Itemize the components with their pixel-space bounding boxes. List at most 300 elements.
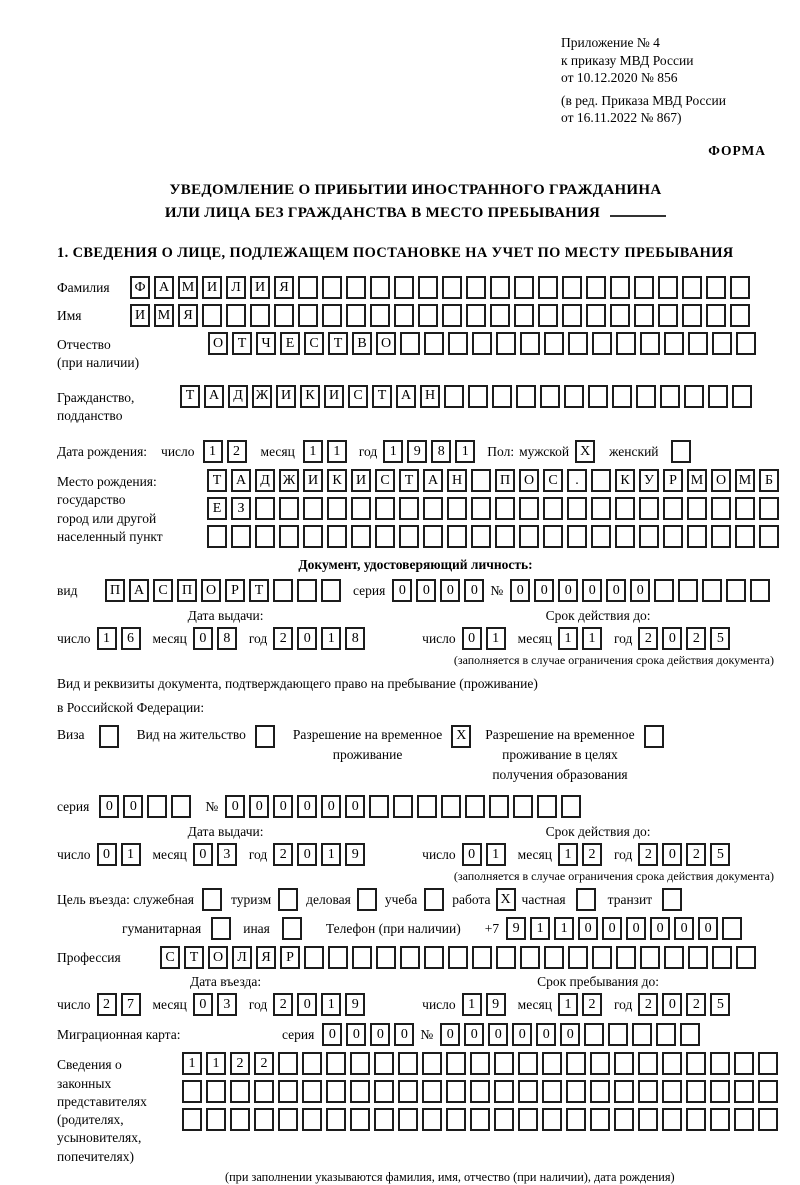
char-cell[interactable] <box>302 1080 322 1103</box>
char-cell[interactable] <box>758 1108 778 1131</box>
char-cell[interactable]: 1 <box>530 917 550 940</box>
char-cell[interactable] <box>302 1052 322 1075</box>
char-cell[interactable] <box>610 304 630 327</box>
char-cell[interactable]: 9 <box>345 993 365 1016</box>
char-cell[interactable] <box>654 579 674 602</box>
char-cell[interactable] <box>448 946 468 969</box>
char-cell[interactable] <box>564 385 584 408</box>
char-cell[interactable]: 2 <box>254 1052 274 1075</box>
char-cell[interactable]: Е <box>207 497 227 520</box>
char-cell[interactable]: Д <box>255 469 275 492</box>
char-cell[interactable] <box>735 525 755 548</box>
char-cell[interactable] <box>302 1108 322 1131</box>
char-cell[interactable] <box>684 385 704 408</box>
char-cell[interactable] <box>680 1023 700 1046</box>
char-cell[interactable]: 0 <box>97 843 117 866</box>
char-cell[interactable] <box>446 1108 466 1131</box>
char-cell[interactable]: 1 <box>554 917 574 940</box>
char-cell[interactable] <box>399 525 419 548</box>
char-cell[interactable] <box>592 946 612 969</box>
char-cell[interactable]: 0 <box>297 993 317 1016</box>
char-cell[interactable] <box>278 1080 298 1103</box>
char-cell[interactable] <box>446 1052 466 1075</box>
char-cell[interactable]: 0 <box>416 579 436 602</box>
char-cell[interactable]: 0 <box>534 579 554 602</box>
char-cell[interactable]: П <box>105 579 125 602</box>
char-cell[interactable] <box>711 497 731 520</box>
char-cell[interactable]: 1 <box>582 627 602 650</box>
char-cell[interactable]: Т <box>232 332 252 355</box>
char-cell[interactable] <box>658 304 678 327</box>
char-cell[interactable]: 0 <box>606 579 626 602</box>
char-cell[interactable]: Т <box>249 579 269 602</box>
char-cell[interactable] <box>678 579 698 602</box>
char-cell[interactable]: 0 <box>464 579 484 602</box>
char-cell[interactable] <box>634 304 654 327</box>
char-cell[interactable] <box>465 795 485 818</box>
char-cell[interactable] <box>279 497 299 520</box>
char-cell[interactable]: 1 <box>486 843 506 866</box>
char-cell[interactable]: 0 <box>297 795 317 818</box>
char-cell[interactable]: 1 <box>486 627 506 650</box>
char-cell[interactable] <box>537 795 557 818</box>
char-cell[interactable] <box>730 304 750 327</box>
char-cell[interactable] <box>542 1080 562 1103</box>
char-cell[interactable] <box>513 795 533 818</box>
char-cell[interactable]: З <box>231 497 251 520</box>
char-cell[interactable] <box>398 1108 418 1131</box>
char-cell[interactable] <box>466 276 486 299</box>
char-cell[interactable]: 1 <box>303 440 323 463</box>
char-cell[interactable] <box>712 946 732 969</box>
char-cell[interactable] <box>615 525 635 548</box>
char-cell[interactable] <box>608 1023 628 1046</box>
char-cell[interactable] <box>399 497 419 520</box>
char-cell[interactable] <box>544 332 564 355</box>
char-cell[interactable]: 1 <box>121 843 141 866</box>
char-cell[interactable]: А <box>154 276 174 299</box>
char-cell[interactable] <box>350 1052 370 1075</box>
char-cell[interactable]: 9 <box>486 993 506 1016</box>
char-cell[interactable] <box>520 946 540 969</box>
char-cell[interactable] <box>518 1052 538 1075</box>
char-cell[interactable] <box>686 1080 706 1103</box>
char-cell[interactable]: 0 <box>123 795 143 818</box>
char-cell[interactable] <box>423 525 443 548</box>
char-cell[interactable]: 1 <box>462 993 482 1016</box>
char-cell[interactable]: X <box>496 888 516 911</box>
char-cell[interactable] <box>514 304 534 327</box>
char-cell[interactable]: М <box>154 304 174 327</box>
char-cell[interactable] <box>303 525 323 548</box>
char-cell[interactable]: 0 <box>297 627 317 650</box>
char-cell[interactable]: 0 <box>536 1023 556 1046</box>
char-cell[interactable]: 0 <box>674 917 694 940</box>
char-cell[interactable] <box>518 1080 538 1103</box>
char-cell[interactable]: М <box>178 276 198 299</box>
char-cell[interactable] <box>616 332 636 355</box>
char-cell[interactable]: 0 <box>99 795 119 818</box>
char-cell[interactable] <box>282 917 302 940</box>
char-cell[interactable] <box>326 1052 346 1075</box>
char-cell[interactable]: 2 <box>97 993 117 1016</box>
char-cell[interactable] <box>706 304 726 327</box>
char-cell[interactable] <box>662 1108 682 1131</box>
char-cell[interactable] <box>495 525 515 548</box>
char-cell[interactable] <box>303 497 323 520</box>
char-cell[interactable]: 0 <box>297 843 317 866</box>
char-cell[interactable] <box>471 525 491 548</box>
char-cell[interactable]: 0 <box>510 579 530 602</box>
char-cell[interactable] <box>566 1108 586 1131</box>
char-cell[interactable]: Р <box>663 469 683 492</box>
char-cell[interactable] <box>393 795 413 818</box>
char-cell[interactable] <box>490 276 510 299</box>
char-cell[interactable]: 2 <box>686 843 706 866</box>
char-cell[interactable] <box>639 525 659 548</box>
char-cell[interactable] <box>562 276 582 299</box>
char-cell[interactable] <box>576 888 596 911</box>
char-cell[interactable]: . <box>567 469 587 492</box>
char-cell[interactable] <box>231 525 251 548</box>
char-cell[interactable]: О <box>376 332 396 355</box>
char-cell[interactable] <box>544 946 564 969</box>
char-cell[interactable]: М <box>735 469 755 492</box>
char-cell[interactable]: 1 <box>321 843 341 866</box>
char-cell[interactable] <box>494 1080 514 1103</box>
char-cell[interactable]: Р <box>280 946 300 969</box>
char-cell[interactable] <box>171 795 191 818</box>
char-cell[interactable] <box>422 1108 442 1131</box>
char-cell[interactable] <box>687 497 707 520</box>
char-cell[interactable]: 2 <box>227 440 247 463</box>
char-cell[interactable] <box>520 332 540 355</box>
char-cell[interactable]: А <box>129 579 149 602</box>
char-cell[interactable] <box>734 1080 754 1103</box>
char-cell[interactable] <box>568 946 588 969</box>
char-cell[interactable] <box>375 525 395 548</box>
char-cell[interactable]: А <box>204 385 224 408</box>
char-cell[interactable]: О <box>519 469 539 492</box>
char-cell[interactable]: 0 <box>392 579 412 602</box>
char-cell[interactable]: А <box>423 469 443 492</box>
char-cell[interactable] <box>538 304 558 327</box>
char-cell[interactable] <box>394 304 414 327</box>
char-cell[interactable] <box>357 888 377 911</box>
char-cell[interactable]: Я <box>178 304 198 327</box>
char-cell[interactable] <box>612 385 632 408</box>
char-cell[interactable] <box>640 946 660 969</box>
char-cell[interactable]: 0 <box>249 795 269 818</box>
char-cell[interactable] <box>422 1080 442 1103</box>
char-cell[interactable]: 8 <box>345 627 365 650</box>
char-cell[interactable] <box>424 332 444 355</box>
char-cell[interactable]: 0 <box>440 1023 460 1046</box>
char-cell[interactable] <box>278 1108 298 1131</box>
char-cell[interactable]: 2 <box>230 1052 250 1075</box>
char-cell[interactable] <box>638 1080 658 1103</box>
char-cell[interactable]: 0 <box>462 627 482 650</box>
char-cell[interactable]: Л <box>226 276 246 299</box>
char-cell[interactable] <box>591 525 611 548</box>
char-cell[interactable] <box>568 332 588 355</box>
char-cell[interactable] <box>492 385 512 408</box>
char-cell[interactable]: С <box>348 385 368 408</box>
char-cell[interactable] <box>470 1052 490 1075</box>
char-cell[interactable]: Т <box>399 469 419 492</box>
char-cell[interactable] <box>656 1023 676 1046</box>
char-cell[interactable] <box>226 304 246 327</box>
char-cell[interactable] <box>632 1023 652 1046</box>
char-cell[interactable]: 0 <box>193 993 213 1016</box>
char-cell[interactable] <box>636 385 656 408</box>
char-cell[interactable]: С <box>160 946 180 969</box>
char-cell[interactable] <box>662 1080 682 1103</box>
char-cell[interactable]: 0 <box>193 843 213 866</box>
char-cell[interactable] <box>614 1052 634 1075</box>
char-cell[interactable]: 1 <box>203 440 223 463</box>
char-cell[interactable]: 0 <box>582 579 602 602</box>
char-cell[interactable]: 1 <box>558 627 578 650</box>
char-cell[interactable] <box>350 1080 370 1103</box>
char-cell[interactable] <box>538 276 558 299</box>
char-cell[interactable]: 9 <box>345 843 365 866</box>
char-cell[interactable]: Т <box>184 946 204 969</box>
char-cell[interactable]: 2 <box>686 627 706 650</box>
char-cell[interactable] <box>514 276 534 299</box>
char-cell[interactable]: Т <box>372 385 392 408</box>
char-cell[interactable] <box>586 276 606 299</box>
char-cell[interactable] <box>660 385 680 408</box>
char-cell[interactable] <box>682 276 702 299</box>
char-cell[interactable] <box>470 1080 490 1103</box>
char-cell[interactable]: Я <box>274 276 294 299</box>
char-cell[interactable]: В <box>352 332 372 355</box>
char-cell[interactable] <box>710 1052 730 1075</box>
char-cell[interactable]: Т <box>180 385 200 408</box>
char-cell[interactable] <box>369 795 389 818</box>
char-cell[interactable] <box>447 525 467 548</box>
char-cell[interactable] <box>322 304 342 327</box>
char-cell[interactable]: И <box>130 304 150 327</box>
char-cell[interactable]: 1 <box>558 843 578 866</box>
char-cell[interactable] <box>273 579 293 602</box>
char-cell[interactable] <box>639 497 659 520</box>
char-cell[interactable]: К <box>327 469 347 492</box>
char-cell[interactable] <box>278 888 298 911</box>
char-cell[interactable] <box>688 946 708 969</box>
char-cell[interactable] <box>638 1108 658 1131</box>
char-cell[interactable] <box>422 1052 442 1075</box>
char-cell[interactable]: 0 <box>225 795 245 818</box>
char-cell[interactable] <box>494 1108 514 1131</box>
char-cell[interactable] <box>658 276 678 299</box>
char-cell[interactable] <box>663 497 683 520</box>
char-cell[interactable]: 1 <box>182 1052 202 1075</box>
char-cell[interactable]: Ф <box>130 276 150 299</box>
char-cell[interactable] <box>202 304 222 327</box>
char-cell[interactable] <box>543 497 563 520</box>
char-cell[interactable] <box>202 888 222 911</box>
char-cell[interactable] <box>255 497 275 520</box>
char-cell[interactable] <box>472 332 492 355</box>
char-cell[interactable] <box>322 276 342 299</box>
char-cell[interactable] <box>441 795 461 818</box>
char-cell[interactable] <box>710 1108 730 1131</box>
char-cell[interactable]: 5 <box>710 843 730 866</box>
char-cell[interactable] <box>206 1108 226 1131</box>
char-cell[interactable]: 0 <box>662 993 682 1016</box>
char-cell[interactable]: 8 <box>431 440 451 463</box>
char-cell[interactable] <box>542 1108 562 1131</box>
char-cell[interactable] <box>567 497 587 520</box>
char-cell[interactable] <box>682 304 702 327</box>
char-cell[interactable]: Я <box>256 946 276 969</box>
char-cell[interactable] <box>370 304 390 327</box>
char-cell[interactable] <box>664 946 684 969</box>
char-cell[interactable] <box>711 525 731 548</box>
char-cell[interactable] <box>616 946 636 969</box>
char-cell[interactable]: П <box>495 469 515 492</box>
char-cell[interactable]: 0 <box>321 795 341 818</box>
char-cell[interactable]: Н <box>447 469 467 492</box>
char-cell[interactable] <box>374 1108 394 1131</box>
char-cell[interactable] <box>417 795 437 818</box>
char-cell[interactable]: 0 <box>464 1023 484 1046</box>
char-cell[interactable]: П <box>177 579 197 602</box>
char-cell[interactable] <box>610 276 630 299</box>
char-cell[interactable]: 1 <box>383 440 403 463</box>
char-cell[interactable] <box>662 888 682 911</box>
char-cell[interactable] <box>614 1080 634 1103</box>
char-cell[interactable] <box>254 1108 274 1131</box>
char-cell[interactable]: Ж <box>252 385 272 408</box>
char-cell[interactable]: 2 <box>686 993 706 1016</box>
char-cell[interactable] <box>591 469 611 492</box>
char-cell[interactable] <box>376 946 396 969</box>
char-cell[interactable] <box>566 1080 586 1103</box>
char-cell[interactable] <box>496 332 516 355</box>
char-cell[interactable]: Е <box>280 332 300 355</box>
char-cell[interactable]: 0 <box>560 1023 580 1046</box>
char-cell[interactable] <box>519 525 539 548</box>
char-cell[interactable] <box>182 1108 202 1131</box>
char-cell[interactable]: С <box>304 332 324 355</box>
char-cell[interactable]: 0 <box>558 579 578 602</box>
char-cell[interactable] <box>230 1080 250 1103</box>
char-cell[interactable] <box>543 525 563 548</box>
char-cell[interactable]: 2 <box>582 843 602 866</box>
char-cell[interactable] <box>586 304 606 327</box>
char-cell[interactable] <box>400 332 420 355</box>
char-cell[interactable]: О <box>208 332 228 355</box>
char-cell[interactable]: 0 <box>193 627 213 650</box>
char-cell[interactable] <box>759 525 779 548</box>
char-cell[interactable]: 5 <box>710 993 730 1016</box>
char-cell[interactable] <box>447 497 467 520</box>
char-cell[interactable] <box>254 1080 274 1103</box>
char-cell[interactable] <box>722 917 742 940</box>
char-cell[interactable] <box>561 795 581 818</box>
char-cell[interactable] <box>495 497 515 520</box>
char-cell[interactable] <box>638 1052 658 1075</box>
char-cell[interactable] <box>750 579 770 602</box>
char-cell[interactable] <box>736 332 756 355</box>
char-cell[interactable] <box>567 525 587 548</box>
char-cell[interactable] <box>374 1080 394 1103</box>
char-cell[interactable]: 8 <box>217 627 237 650</box>
char-cell[interactable]: Р <box>225 579 245 602</box>
char-cell[interactable] <box>686 1052 706 1075</box>
char-cell[interactable] <box>394 276 414 299</box>
char-cell[interactable] <box>644 725 664 748</box>
char-cell[interactable] <box>471 497 491 520</box>
char-cell[interactable]: 2 <box>273 843 293 866</box>
char-cell[interactable] <box>712 332 732 355</box>
char-cell[interactable] <box>346 276 366 299</box>
char-cell[interactable]: Н <box>420 385 440 408</box>
char-cell[interactable] <box>734 1108 754 1131</box>
char-cell[interactable]: И <box>250 276 270 299</box>
char-cell[interactable]: 2 <box>638 993 658 1016</box>
char-cell[interactable] <box>518 1108 538 1131</box>
char-cell[interactable] <box>708 385 728 408</box>
char-cell[interactable]: Ж <box>279 469 299 492</box>
char-cell[interactable] <box>327 525 347 548</box>
char-cell[interactable]: 0 <box>488 1023 508 1046</box>
char-cell[interactable]: Л <box>232 946 252 969</box>
char-cell[interactable] <box>591 497 611 520</box>
char-cell[interactable] <box>446 1080 466 1103</box>
char-cell[interactable]: 6 <box>121 627 141 650</box>
char-cell[interactable] <box>255 525 275 548</box>
char-cell[interactable] <box>590 1080 610 1103</box>
char-cell[interactable] <box>759 497 779 520</box>
char-cell[interactable] <box>758 1052 778 1075</box>
char-cell[interactable] <box>496 946 516 969</box>
char-cell[interactable]: 0 <box>322 1023 342 1046</box>
char-cell[interactable] <box>736 946 756 969</box>
char-cell[interactable] <box>448 332 468 355</box>
char-cell[interactable]: К <box>300 385 320 408</box>
char-cell[interactable] <box>327 497 347 520</box>
char-cell[interactable]: М <box>687 469 707 492</box>
char-cell[interactable] <box>230 1108 250 1131</box>
char-cell[interactable]: 0 <box>630 579 650 602</box>
char-cell[interactable]: 1 <box>327 440 347 463</box>
char-cell[interactable] <box>688 332 708 355</box>
char-cell[interactable] <box>758 1080 778 1103</box>
char-cell[interactable]: 3 <box>217 843 237 866</box>
char-cell[interactable] <box>298 276 318 299</box>
char-cell[interactable]: 0 <box>512 1023 532 1046</box>
char-cell[interactable]: О <box>711 469 731 492</box>
char-cell[interactable]: 0 <box>662 627 682 650</box>
char-cell[interactable]: 0 <box>698 917 718 940</box>
char-cell[interactable]: 5 <box>710 627 730 650</box>
char-cell[interactable]: 1 <box>455 440 475 463</box>
char-cell[interactable] <box>562 304 582 327</box>
char-cell[interactable] <box>398 1080 418 1103</box>
char-cell[interactable]: X <box>451 725 471 748</box>
char-cell[interactable]: 2 <box>638 627 658 650</box>
char-cell[interactable]: 9 <box>506 917 526 940</box>
char-cell[interactable] <box>418 304 438 327</box>
char-cell[interactable] <box>374 1052 394 1075</box>
char-cell[interactable]: И <box>303 469 323 492</box>
char-cell[interactable]: Ч <box>256 332 276 355</box>
char-cell[interactable] <box>588 385 608 408</box>
